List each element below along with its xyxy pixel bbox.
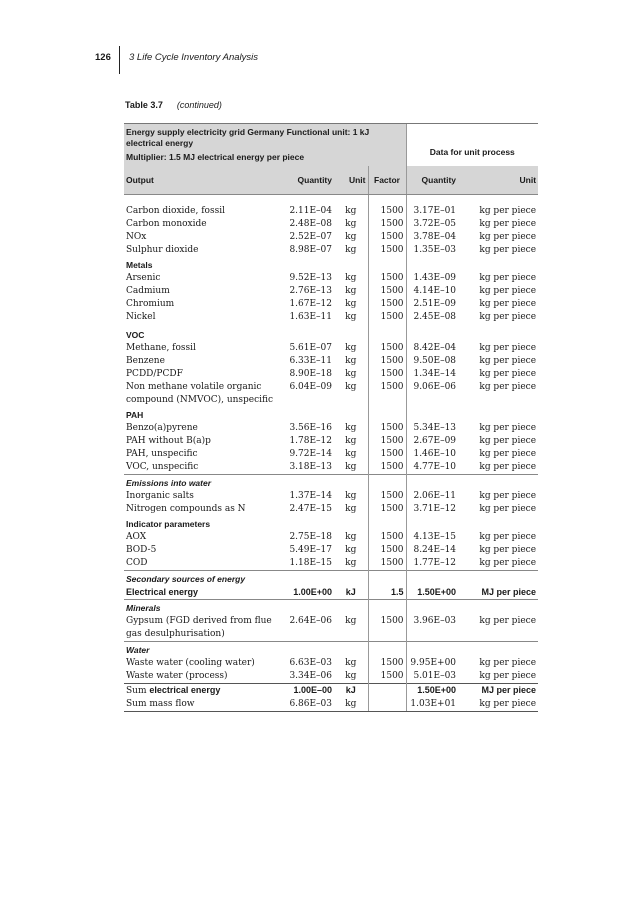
sum-electrical-row: Sum electrical energy 1.00E–00 kJ 1.50E+00 MJ per piece <box>126 685 537 696</box>
table-row: Methane, fossil 5.61E–07 kg 1500 8.42E–04 kg per piece <box>126 343 537 353</box>
table-row: Carbon dioxide, fossil 2.11E–04 kg 1500 3.17E–01 kg per piece <box>126 206 537 216</box>
table-row: PAH, unspecific 9.72E–14 kg 1500 1.46E–10 kg per piece <box>126 449 537 459</box>
table-row: Chromium 1.67E–12 kg 1500 2.51E–09 kg per piece <box>126 299 537 309</box>
table-row: NOx 2.52E–07 kg 1500 3.78E–04 kg per piece <box>126 232 537 242</box>
col-output: Output <box>124 166 276 195</box>
unit-process-header: Data for unit process <box>406 124 538 166</box>
table-row: Non methane volatile organic compound (NMVOC), unspecific 6.04E–09 kg 1500 9.06E–06 kg per piece <box>126 382 537 405</box>
table-row: BOD-5 5.49E–17 kg 1500 8.24E–14 kg per piece <box>126 545 537 555</box>
table-row: PCDD/PCDF 8.90E–18 kg 1500 1.34E–14 kg per piece <box>126 369 537 379</box>
table-label: Table 3.7 <box>125 100 163 110</box>
table-title-row <box>124 124 538 166</box>
table-row: Sulphur dioxide 8.98E–07 kg 1500 1.35E–03 kg per piece <box>126 245 537 255</box>
section-header-pah: PAH <box>124 407 538 422</box>
table-title: Energy supply electricity grid Germany Functional unit: 1 kJ electrical energy Multiplier: 1.5 MJ electrical energy per piece <box>124 124 406 166</box>
section-header-emissions-water: Emissions into water <box>124 475 538 491</box>
table-row: Cadmium 2.76E–13 kg 1500 4.14E–10 kg per piece <box>126 286 537 296</box>
col-unit-process: Unit <box>458 166 538 195</box>
table-row: PAH without B(a)p 1.78E–12 kg 1500 2.67E–09 kg per piece <box>126 436 537 446</box>
section-header-water: Water <box>124 642 538 658</box>
page-number: 126 <box>95 52 111 63</box>
section-header-minerals: Minerals <box>124 600 538 616</box>
table-row: Nickel 1.63E–11 kg 1500 2.45E–08 kg per piece <box>126 312 537 322</box>
column-header-row <box>124 166 538 195</box>
sum-mass-row: Sum mass flow 6.86E–03 kg 1.03E+01 kg per piece <box>124 698 538 712</box>
table-row: Carbon monoxide 2.48E–08 kg 1500 3.72E–05 kg per piece <box>126 219 537 229</box>
table-caption <box>125 100 222 110</box>
table-row: Nitrogen compounds as N 2.47E–15 kg 1500 3.71E–12 kg per piece <box>126 504 537 514</box>
table-continued: (continued) <box>176 100 222 110</box>
table-row: Waste water (process) 3.34E–06 kg 1500 5.01E–03 kg per piece <box>124 670 538 684</box>
col-quantity: Quantity <box>276 166 334 195</box>
spacer-row <box>124 195 538 206</box>
section-header-secondary-energy: Secondary sources of energy <box>124 571 538 587</box>
table-row: Electrical energy 1.00E+00 kJ 1.5 1.50E+00 MJ per piece <box>124 586 538 600</box>
table-row: Gypsum (FGD derived from flue gas desulphurisation) 2.64E–06 kg 1500 3.96E–03 kg per piece <box>124 615 538 642</box>
col-unit: Unit <box>334 166 368 195</box>
inventory-table <box>124 124 538 712</box>
section-header-indicator: Indicator parameters <box>124 516 538 531</box>
table-row: COD 1.18E–15 kg 1500 1.77E–12 kg per piece <box>124 557 538 571</box>
section-header-voc: VOC <box>124 324 538 342</box>
table-row: AOX 2.75E–18 kg 1500 4.13E–15 kg per piece <box>126 532 537 542</box>
table-row: Inorganic salts 1.37E–14 kg 1500 2.06E–11 kg per piece <box>126 491 537 501</box>
table-row: Benzene 6.33E–11 kg 1500 9.50E–08 kg per piece <box>126 356 537 366</box>
header-divider <box>119 46 120 74</box>
running-head: 3 Life Cycle Inventory Analysis <box>129 52 259 63</box>
col-factor: Factor <box>368 166 406 195</box>
table-row: Benzo(a)pyrene 3.56E–16 kg 1500 5.34E–13 kg per piece <box>126 423 537 433</box>
table-row: Arsenic 9.52E–13 kg 1500 1.43E–09 kg per piece <box>126 273 537 283</box>
section-header-metals: Metals <box>124 257 538 272</box>
table-row: VOC, unspecific 3.18E–13 kg 1500 4.77E–10 kg per piece <box>124 461 538 475</box>
table-row: Waste water (cooling water) 6.63E–03 kg 1500 9.95E+00 kg per piece <box>126 658 537 668</box>
col-quantity-process: Quantity <box>406 166 458 195</box>
